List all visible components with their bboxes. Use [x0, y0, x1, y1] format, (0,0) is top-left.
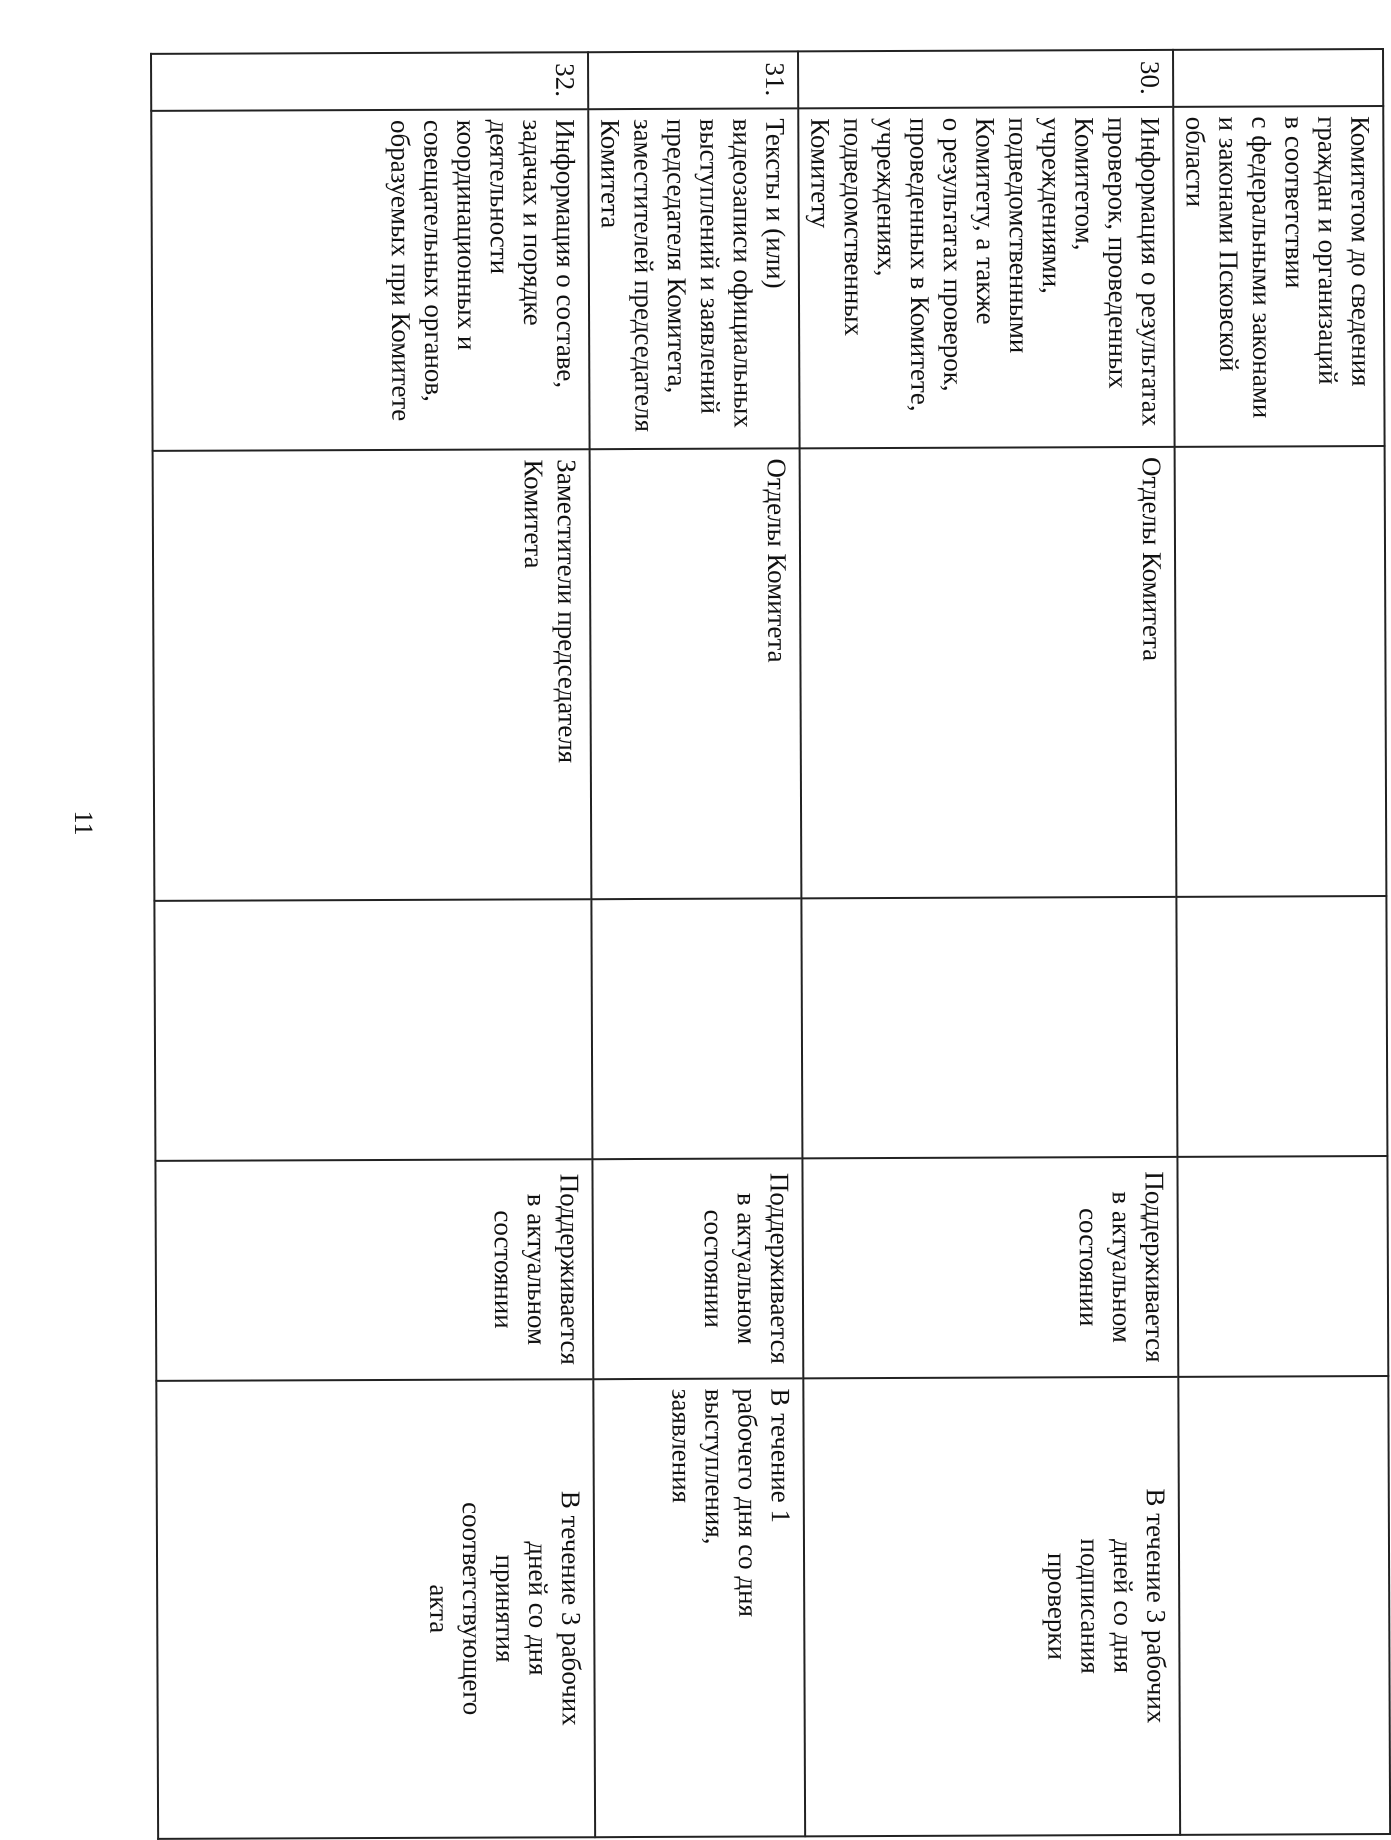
- table-row: [798, 50, 1180, 1837]
- empty-cell: [1176, 896, 1387, 1157]
- responsible-unit: [1175, 446, 1387, 897]
- publication-deadline: В течение 3 рабочих дней со дня принятия соответствующего акта: [156, 1379, 595, 1839]
- info-description: Тексты и (или) видеозаписи официальных выступлений и заявлений председателя Комитета, заместителей председателя Комитета: [588, 108, 799, 449]
- responsible-unit: Отделы Комитета: [800, 447, 1177, 899]
- update-frequency: [1177, 1156, 1388, 1377]
- info-description: Комитетом до сведения граждан и организаций в соответствии с федеральными законами и законами Псковской области: [1173, 106, 1384, 447]
- responsible-unit: Отделы Комитета: [590, 448, 802, 899]
- page-number: 11: [69, 810, 98, 836]
- table-row: [151, 52, 595, 1839]
- responsible-unit: Заместители председателя Комитета: [153, 449, 592, 901]
- row-number: 30.: [798, 50, 1173, 109]
- empty-cell: [154, 899, 592, 1161]
- empty-cell: [801, 897, 1177, 1159]
- publication-deadline: [1178, 1376, 1390, 1835]
- info-description: Информация о составе, задачах и порядке деятельности координационных и совещательных органов, образуемых при Комитете: [151, 109, 589, 451]
- rotated-page-content: [174, 48, 1391, 1838]
- row-number: [1173, 49, 1383, 107]
- table-row: [588, 51, 805, 1837]
- update-frequency: Поддерживается в актуальном состоянии: [802, 1157, 1178, 1379]
- update-frequency: Поддерживается в актуальном состоянии: [155, 1159, 593, 1381]
- info-description: Информация о результатах проверок, проведенных Комитетом, учреждениями, подведомственными Комитету, а также о результатах проверок, проведенных в Комитете, учреждениях, подведомственных Комитету: [798, 107, 1174, 449]
- publication-deadline: В течение 1 рабочего дня со дня выступления, заявления: [593, 1378, 805, 1837]
- update-frequency: Поддерживается в актуальном состоянии: [592, 1158, 803, 1379]
- publication-deadline: В течение 3 рабочих дней со дня подписания проверки: [803, 1377, 1180, 1837]
- row-number: 31.: [588, 51, 798, 109]
- empty-cell: [591, 898, 802, 1159]
- table-row: [1173, 49, 1390, 1835]
- information-table: [150, 48, 1391, 1840]
- row-number: 32.: [151, 52, 588, 111]
